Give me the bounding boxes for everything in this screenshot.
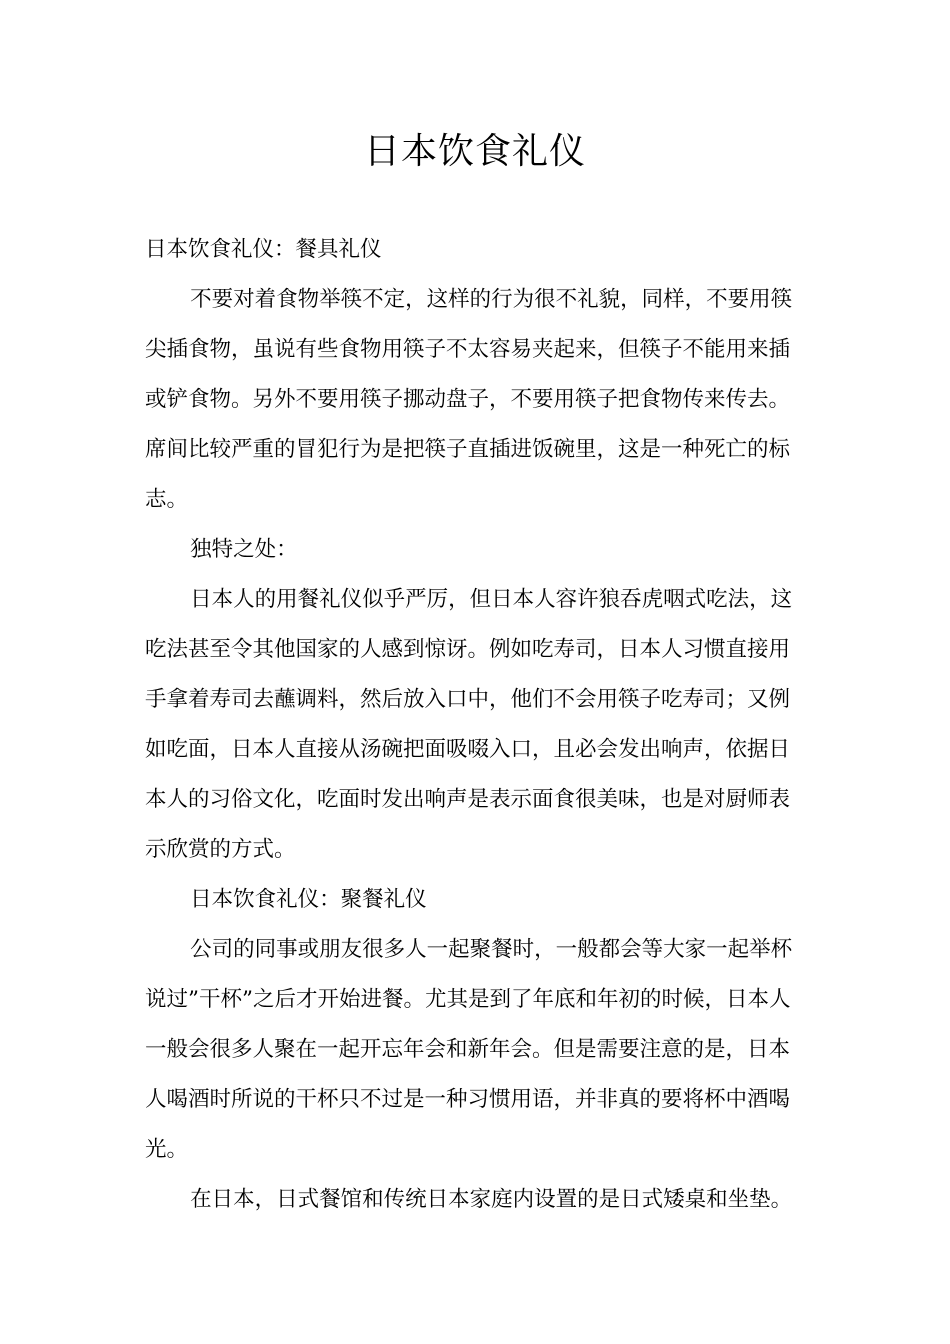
- section-heading-tableware: 日本饮食礼仪：餐具礼仪: [145, 237, 382, 262]
- paragraph-eating-style: 日本人的用餐礼仪似乎严厉，但日本人容许狼吞虎咽式吃法，这吃法甚至令其他国家的人感到惊讶。例如吃寿司，日本人习惯直接用手拿着寿司去蘸调料，然后放入口中，他们不会用筷子吃寿司；又例如吃面，日本人直接从汤碗把面吸啜入口，且必会发出响声，依据日本人的习俗文化，吃面时发出响声是表示面食很美味，也是对厨师表示欣赏的方式。: [145, 587, 793, 862]
- paragraph-toast: 公司的同事或朋友很多人一起聚餐时，一般都会等大家一起举杯说过”干杯”之后才开始进餐。尤其是到了年底和年初的时候，日本人一般会很多人聚在一起开忘年会和新年会。但是需要注意的是，日本人喝酒时所说的干杯只不过是一种习惯用语，并非真的要将杯中酒喝光。: [145, 937, 793, 1162]
- section-heading-gathering: 日本饮食礼仪：聚餐礼仪: [190, 887, 427, 912]
- subheading-unique: 独特之处：: [190, 537, 298, 562]
- document-title: 日本饮食礼仪: [363, 131, 586, 172]
- paragraph-low-table: 在日本，日式餐馆和传统日本家庭内设置的是日式矮桌和坐垫。: [190, 1187, 793, 1212]
- paragraph-chopsticks: 不要对着食物举筷不定，这样的行为很不礼貌，同样，不要用筷尖插食物，虽说有些食物用筷子不太容易夹起来，但筷子不能用来插或铲食物。另外不要用筷子挪动盘子，不要用筷子把食物传来传去。席间比较严重的冒犯行为是把筷子直插进饭碗里，这是一种死亡的标志。: [145, 287, 793, 512]
- document-body: [145, 225, 810, 1225]
